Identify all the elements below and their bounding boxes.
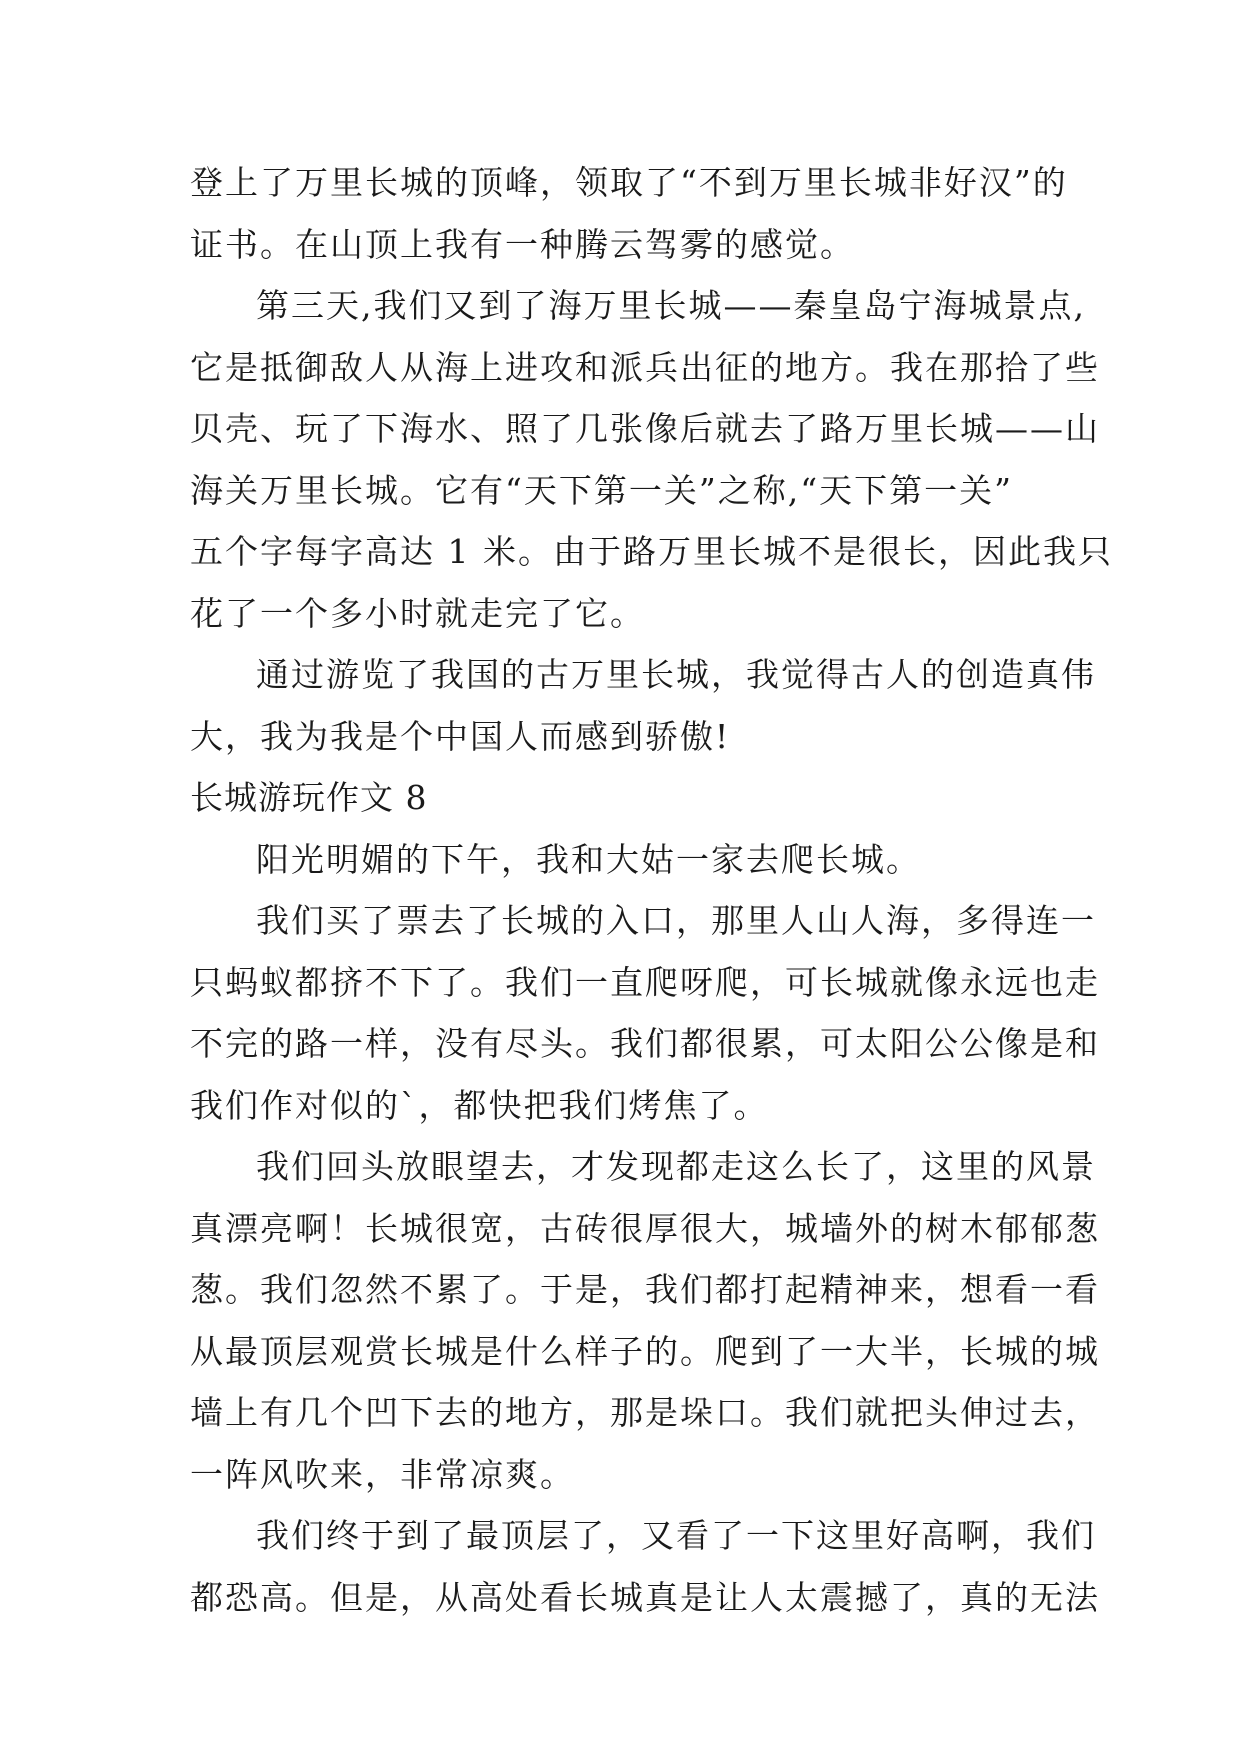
text-line: 登上了万里长城的顶峰，领取了“不到万里长城非好汉”的 bbox=[190, 163, 1068, 202]
text-line: 我们作对似的`，都快把我们烤焦了。 bbox=[190, 1085, 769, 1125]
text-line: 花了一个多小时就走完了它。 bbox=[190, 593, 645, 633]
text-line: 真漂亮啊！长城很宽，古砖很厚很大，城墙外的树木郁郁葱 bbox=[190, 1208, 1100, 1248]
text-line: 大，我为我是个中国人而感到骄傲! bbox=[190, 716, 731, 756]
text-line: 阳光明媚的下午，我和大姑一家去爬长城。 bbox=[256, 839, 921, 879]
text-line: 贝壳、玩了下海水、照了几张像后就去了路万里长城——山 bbox=[190, 409, 1100, 448]
text-line: 一阵风吹来，非常凉爽。 bbox=[190, 1454, 575, 1494]
document-body bbox=[190, 152, 1113, 1628]
text-line: 五个字每字高达 1 米。由于路万里长城不是很长，因此我只 bbox=[190, 532, 1113, 571]
text-line: 我们回头放眼望去，才发现都走这么长了，这里的风景 bbox=[256, 1147, 1096, 1186]
text-line: 海关万里长城。它有“天下第一关”之称,“天下第一关” bbox=[190, 470, 1013, 510]
text-line: 都恐高。但是，从高处看长城真是让人太震撼了，真的无法 bbox=[190, 1577, 1100, 1617]
text-line: 只蚂蚁都挤不下了。我们一直爬呀爬，可长城就像永远也走 bbox=[190, 962, 1100, 1002]
text-line: 葱。我们忽然不累了。于是，我们都打起精神来，想看一看 bbox=[190, 1270, 1100, 1309]
text-line: 墙上有几个凹下去的地方，那是垛口。我们就把头伸过去， bbox=[190, 1393, 1100, 1432]
text-line: 第三天,我们又到了海万里长城——秦皇岛宁海城景点, bbox=[256, 286, 1086, 325]
text-line: 通过游览了我国的古万里长城，我觉得古人的创造真伟 bbox=[256, 655, 1096, 694]
text-line: 我们买了票去了长城的入口，那里人山人海，多得连一 bbox=[256, 901, 1096, 940]
text-line: 从最顶层观赏长城是什么样子的。爬到了一大半，长城的城 bbox=[190, 1331, 1100, 1371]
section-heading: 长城游玩作文 8 bbox=[190, 778, 428, 817]
text-line: 它是抵御敌人从海上进攻和派兵出征的地方。我在那拾了些 bbox=[190, 347, 1100, 387]
text-line: 我们终于到了最顶层了，又看了一下这里好高啊，我们 bbox=[256, 1516, 1096, 1555]
text-line: 不完的路一样，没有尽头。我们都很累，可太阳公公像是和 bbox=[190, 1024, 1100, 1063]
text-line: 证书。在山顶上我有一种腾云驾雾的感觉。 bbox=[190, 224, 855, 264]
